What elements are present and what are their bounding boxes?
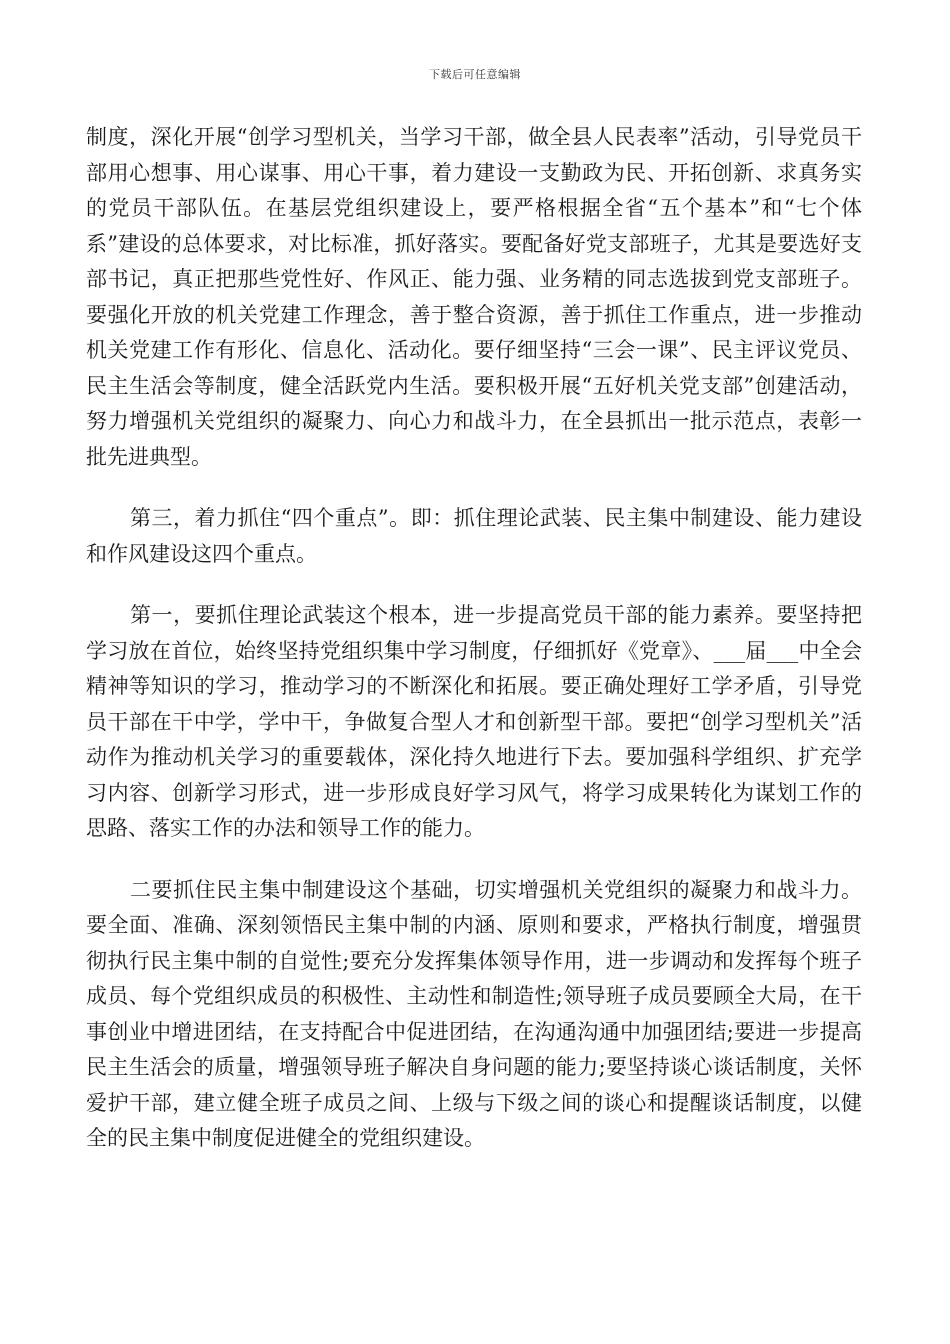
paragraph-third-focus: 第三，着力抓住“四个重点”。即：抓住理论武装、民主集中制建设、能力建设和作风建设这四个重点。 [86,506,862,566]
paragraph-theory: 第一，要抓住理论武装这个根本，进一步提高党员干部的能力素养。要坚持把学习放在首位，始终坚持党组织集中学习制度，仔细抓好《党章》、___届___中全会精神等知识的学习，推动学习的不断深化和拓展。要正确处理好工学矛盾，引导党员干部在干中学，学中干，争做复合型人才和创新型干部。要把“创学习型机关”活动作为推动机关学习的重要载体，深化持久地进行下去。要加强科学组织、扩充学习内容、创新学习形式，进一步形成良好学习风气，将学习成果转化为谋划工作的思路、落实工作的办法和领导工作的能力。 [86,603,862,840]
document-body [86,120,862,1157]
paragraph-democratic-centralism: 二要抓住民主集中制建设这个基础，切实增强机关党组织的凝聚力和战斗力。要全面、准确、深刻领悟民主集中制的内涵、原则和要求，严格执行制度，增强贯彻执行民主集中制的自觉性;要充分发挥集体领导作用，进一步调动和发挥每个班子成员、每个党组织成员的积极性、主动性和制造性;领导班子成员要顾全大局，在干事创业中增进团结，在支持配合中促进团结，在沟通沟通中加强团结;要进一步提高民主生活会的质量，增强领导班子解决自身问题的能力;要坚持谈心谈话制度，关怀爱护干部，建立健全班子成员之间、上级与下级之间的谈心和提醒谈话制度，以健全的民主集中制度促进健全的党组织建设。 [86,877,862,1150]
page-header-note: 下载后可任意编辑 [429,68,521,81]
paragraph-continued: 制度，深化开展“创学习型机关，当学习干部，做全县人民表率”活动，引导党员干部用心想事、用心谋事、用心干事，着力建设一支勤政为民、开拓创新、求真务实的党员干部队伍。在基层党组织建设上，要严格根据全省“五个基本”和“七个体系”建设的总体要求，对比标准，抓好落实。要配备好党支部班子，尤其是要选好支部书记，真正把那些党性好、作风正、能力强、业务精的同志选拔到党支部班子。要强化开放的机关党建工作理念，善于整合资源，善于抓住工作重点，进一步推动机关党建工作有形化、信息化、活动化。要仔细坚持“三会一课”、民主评议党员、民主生活会等制度，健全活跃党内生活。要积极开展“五好机关党支部”创建活动，努力增强机关党组织的凝聚力、向心力和战斗力，在全县抓出一批示范点，表彰一批先进典型。 [86,125,862,469]
